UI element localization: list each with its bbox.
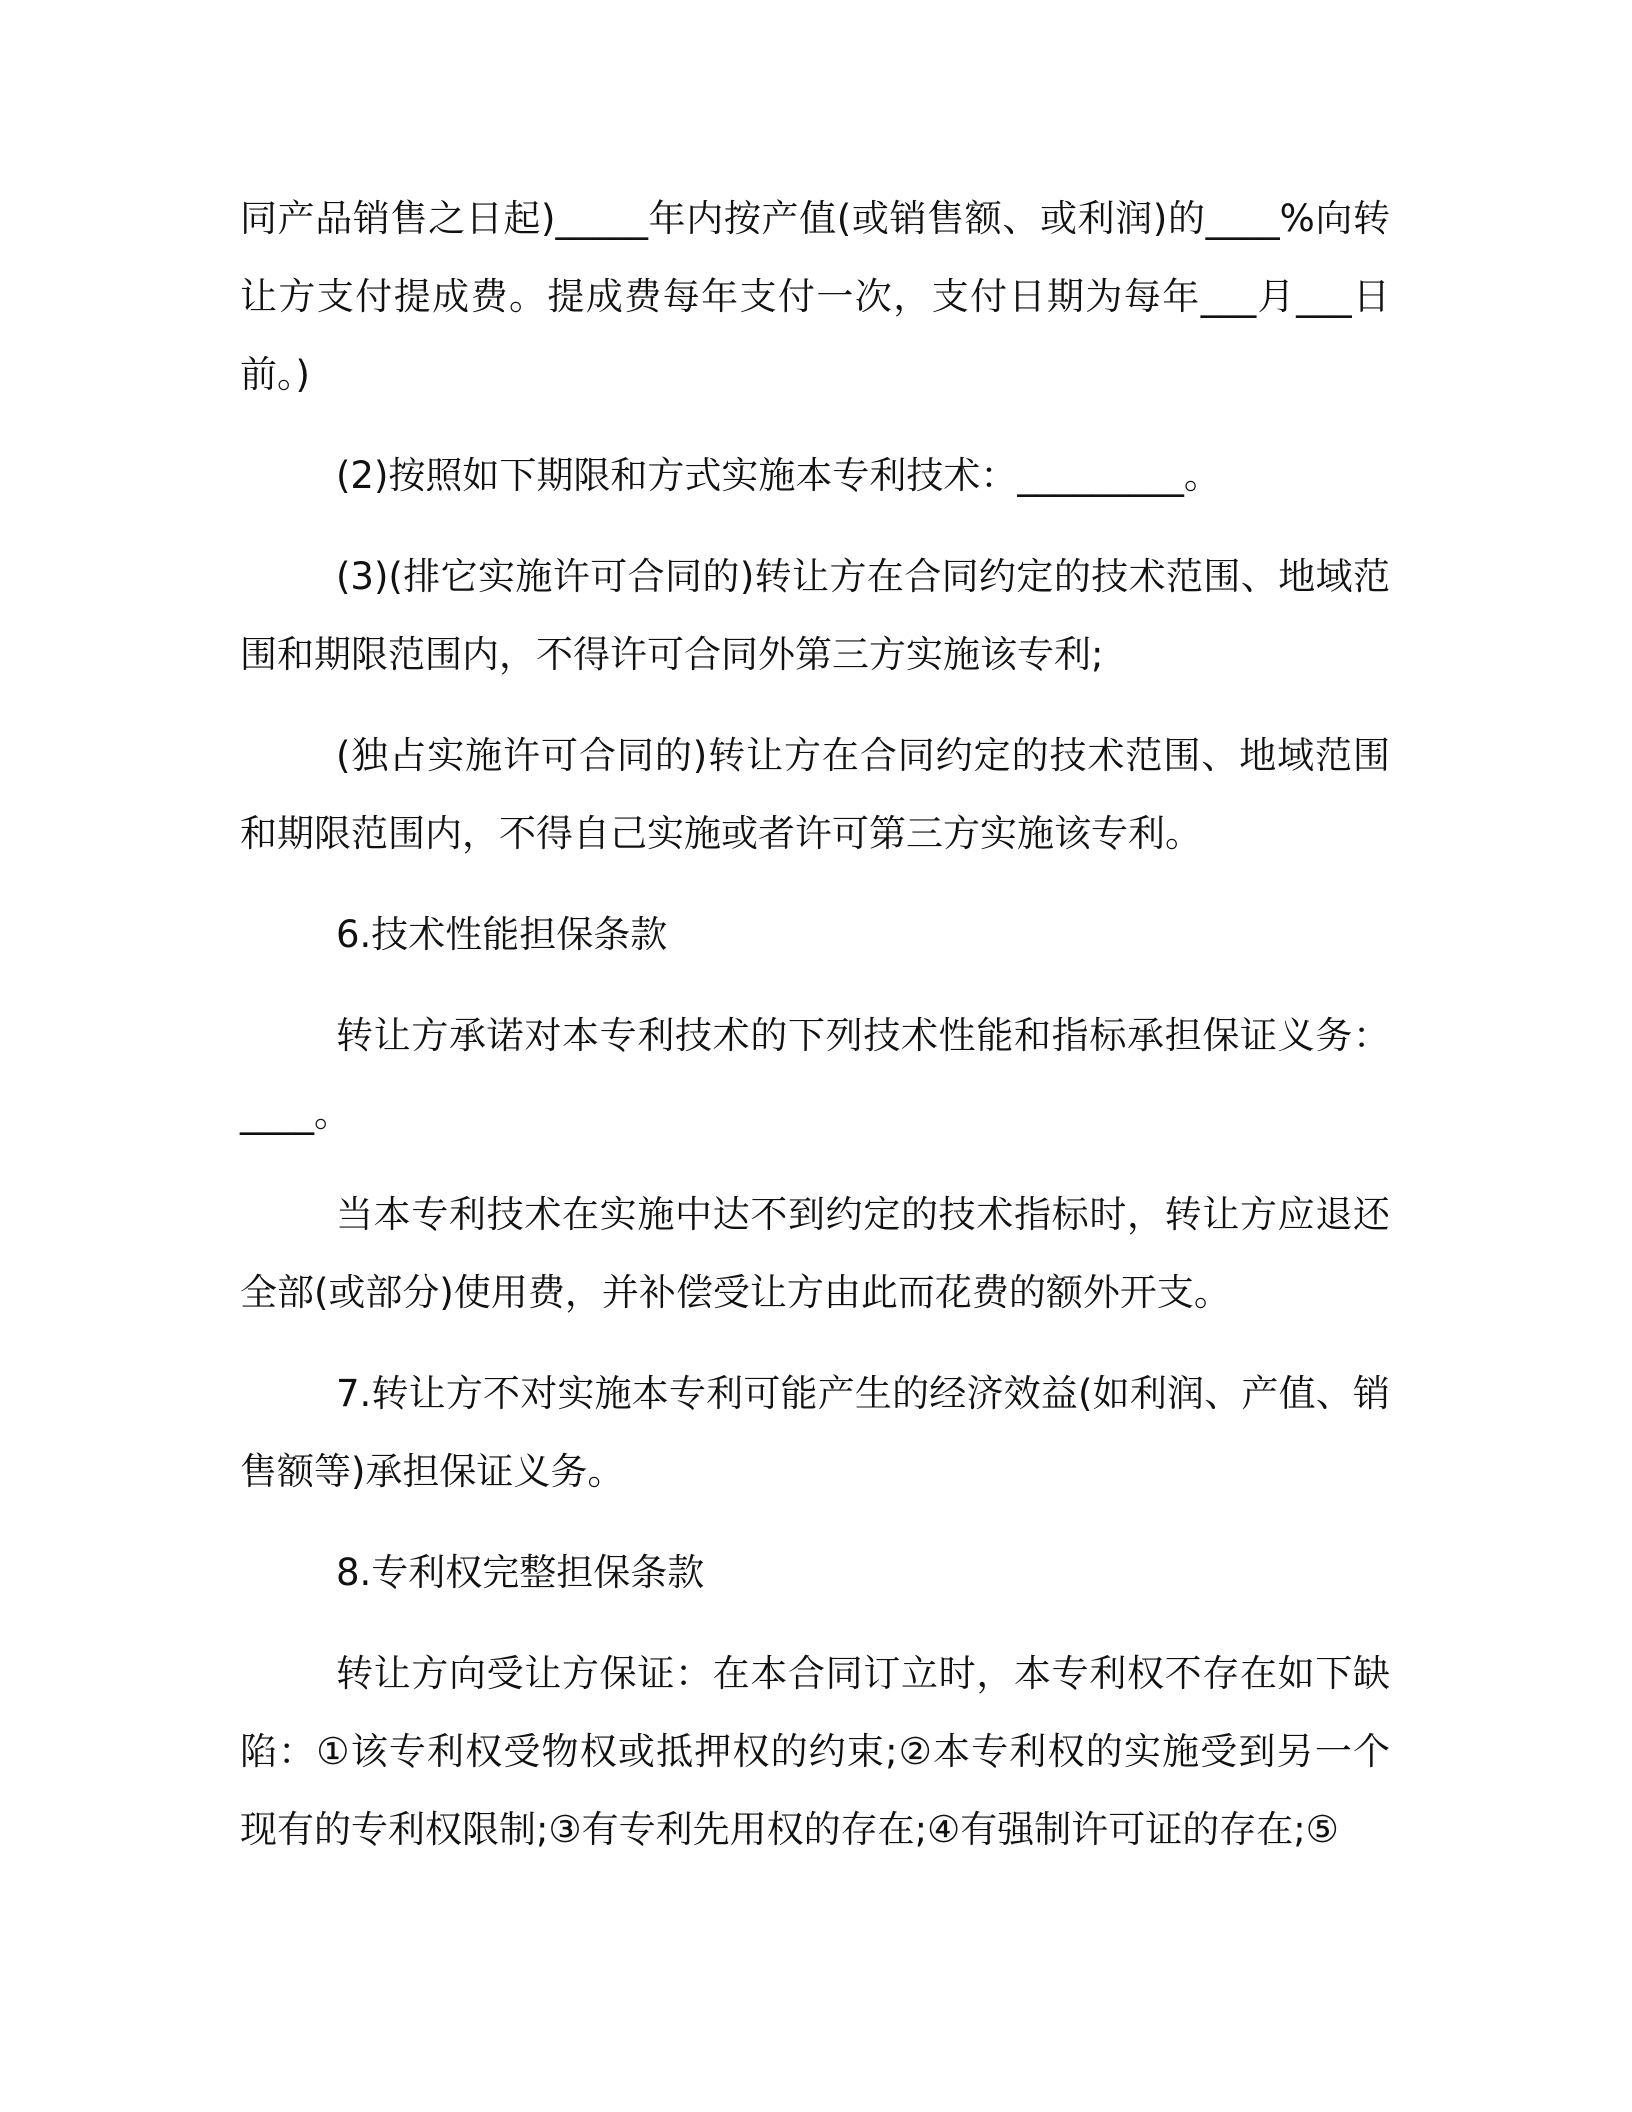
paragraph-exclusive-license: (3)(排它实施许可合同的)转让方在合同约定的技术范围、地域范围和期限范围内，不得许可合同外第三方实施该专利; [240, 555, 1390, 676]
paragraph-royalty-payment: 同产品销售之日起)_____年内按产值(或销售额、或利润)的____%向转让方支付提成费。提成费每年支付一次，支付日期为每年___月___日前。) [240, 197, 1390, 396]
paragraph-economic-benefit-disclaimer: 7.转让方不对实施本专利可能产生的经济效益(如利润、产值、销售额等)承担保证义务。 [240, 1372, 1390, 1493]
paragraph-patent-defects: 转让方向受让方保证：在本合同订立时，本专利权不存在如下缺陷：①该专利权受物权或抵押权的约束;②本专利权的实施受到另一个现有的专利权限制;③有专利先用权的存在;④有强制许可证的存在;⑤ [240, 1652, 1390, 1851]
document-body [240, 180, 1390, 1892]
paragraph-refund-compensation: 当本专利技术在实施中达不到约定的技术指标时，转让方应退还全部(或部分)使用费，并补偿受让方由此而花费的额外开支。 [240, 1193, 1390, 1314]
paragraph-implementation-method: (2)按照如下期限和方式实施本专利技术：_________。 [336, 454, 1221, 497]
paragraph-sole-license: (独占实施许可合同的)转让方在合同约定的技术范围、地域范围和期限范围内，不得自己实施或者许可第三方实施该专利。 [240, 734, 1390, 855]
section-heading-technical-performance: 6.技术性能担保条款 [336, 913, 668, 956]
paragraph-performance-commitment: 转让方承诺对本专利技术的下列技术性能和指标承担保证义务：____。 [240, 1014, 1390, 1135]
section-heading-patent-integrity: 8.专利权完整担保条款 [336, 1551, 705, 1594]
